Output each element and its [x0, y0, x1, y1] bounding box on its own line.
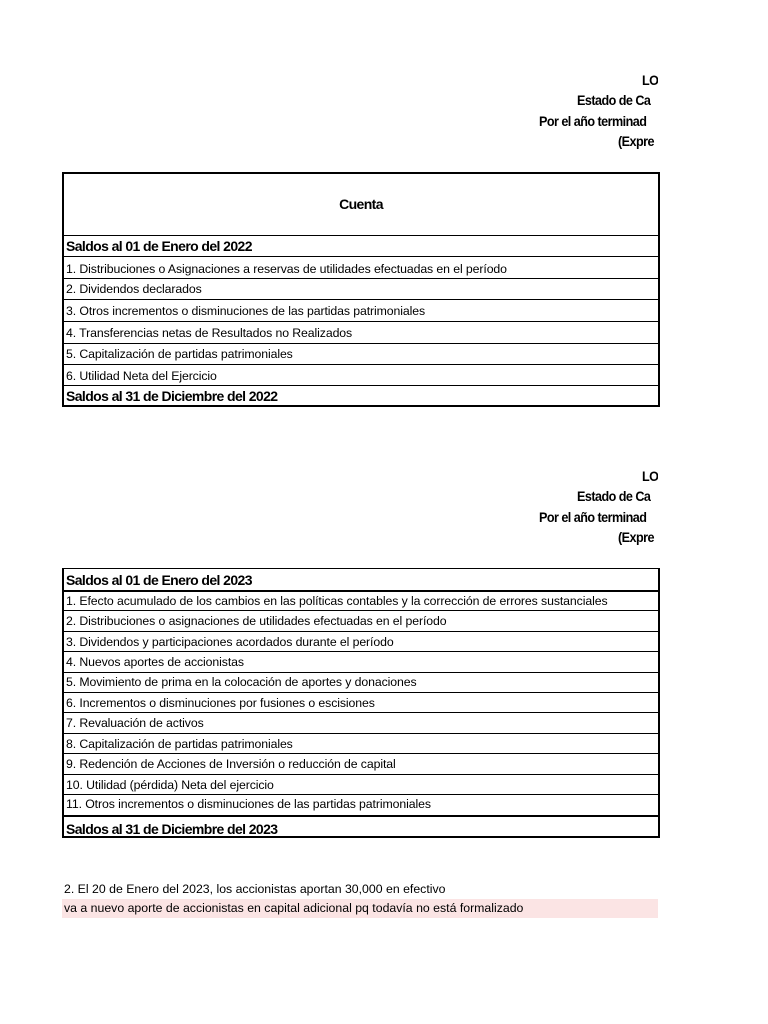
table-row	[64, 651, 658, 672]
row-label: 6. Utilidad Neta del Ejercicio	[66, 369, 217, 383]
company-name: LO	[641, 468, 658, 484]
row-label: 3. Otros incrementos o disminuciones de las partidas patrimoniales	[66, 304, 426, 318]
closing-balance-row	[64, 385, 658, 405]
statement-title: Estado de Ca	[576, 488, 650, 504]
row-label: 10. Utilidad (pérdida) Neta del ejercicio	[66, 778, 274, 792]
row-label: 9. Redención de Acciones de Inversión o reducción de capital	[66, 757, 396, 771]
table-row	[64, 774, 658, 794]
row-label: 5. Capitalización de partidas patrimoniales	[66, 347, 293, 361]
row-label: 8. Capitalización de partidas patrimoniales	[66, 737, 293, 751]
table-row	[64, 364, 658, 385]
statement-2023-header	[0, 466, 658, 550]
company-name: LO	[641, 72, 658, 88]
row-label: 7. Revaluación de activos	[66, 716, 204, 730]
statement-title: Estado de Ca	[576, 92, 650, 108]
table-row	[64, 692, 658, 712]
statement-period: Por el año terminad	[538, 113, 647, 129]
row-label: 1. Efecto acumulado de los cambios en las políticas contables y la corrección de errores sustanciales	[66, 594, 608, 608]
row-label: 4. Transferencias netas de Resultados no Realizados	[66, 326, 353, 340]
table-row	[64, 590, 658, 610]
table-row	[64, 256, 658, 278]
row-label: 2. Distribuciones o asignaciones de utilidades efectuadas en el período	[66, 614, 447, 628]
note-line-1: 2. El 20 de Enero del 2023, los accionistas aportan 30,000 en efectivo	[64, 882, 446, 896]
statement-currency: (Expre	[618, 529, 655, 545]
table-row	[64, 672, 658, 692]
opening-balance-label: Saldos al 01 de Enero del 2022	[66, 238, 252, 254]
row-label: 11. Otros incrementos o disminuciones de las partidas patrimoniales	[66, 797, 431, 811]
opening-balance-row	[64, 235, 658, 256]
table-row	[64, 321, 658, 343]
table-row	[64, 343, 658, 364]
table-row	[64, 278, 658, 299]
row-label: 4. Nuevos aportes de accionistas	[66, 655, 244, 669]
statement-2022-table	[62, 172, 660, 407]
row-label: 5. Movimiento de prima en la colocación de aportes y donaciones	[66, 675, 417, 689]
statement-2023-table	[62, 568, 660, 838]
opening-balance-row	[64, 569, 658, 590]
opening-balance-label: Saldos al 01 de Enero del 2023	[66, 572, 252, 588]
statement-period: Por el año terminad	[538, 509, 647, 525]
statement-currency: (Expre	[618, 133, 655, 149]
note-line-2-highlighted: va a nuevo aporte de accionistas en capital adicional pq todavía no está formalizado	[62, 899, 658, 918]
table-row	[64, 733, 658, 753]
column-header-label: Cuenta	[339, 196, 383, 212]
statement-2022-header	[0, 70, 658, 154]
table-row	[64, 299, 658, 321]
closing-balance-label: Saldos al 31 de Diciembre del 2023	[66, 821, 278, 836]
table-row	[64, 794, 658, 815]
table-row	[64, 610, 658, 631]
closing-balance-label: Saldos al 31 de Diciembre del 2022	[66, 388, 278, 404]
table-row	[64, 631, 658, 651]
row-label: 1. Distribuciones o Asignaciones a reservas de utilidades efectuadas en el período	[66, 262, 507, 276]
table-row	[64, 753, 658, 774]
table-row	[64, 712, 658, 733]
row-label: 3. Dividendos y participaciones acordados durante el período	[66, 635, 394, 649]
closing-balance-row	[64, 815, 658, 836]
row-label: 2. Dividendos declarados	[66, 282, 202, 296]
row-label: 6. Incrementos o disminuciones por fusiones o escisiones	[66, 696, 375, 710]
column-header-cuenta	[64, 174, 658, 235]
